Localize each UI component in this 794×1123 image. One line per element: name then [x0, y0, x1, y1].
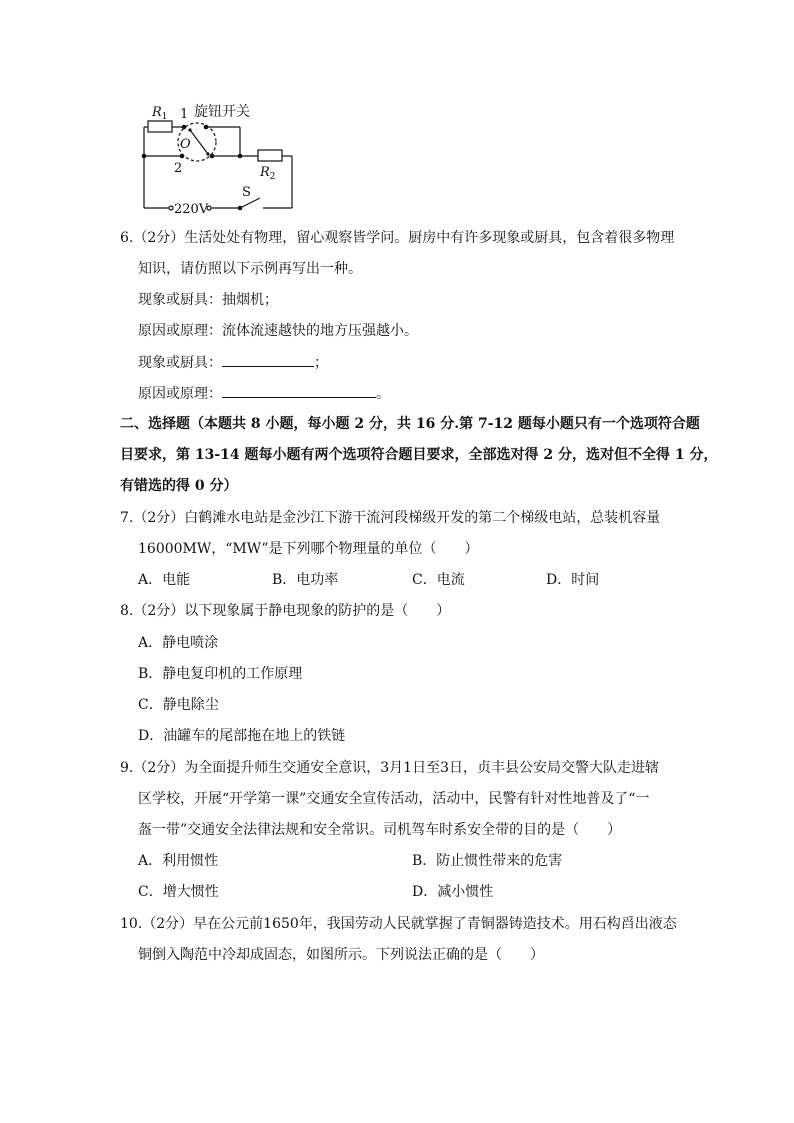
label-r2: $R_2$ — [260, 165, 276, 182]
junction-dot — [238, 154, 243, 159]
label-switch-s: S — [242, 185, 251, 200]
q6-line1: 6.（2分）生活处处有物理，留心观察皆学问。厨房中有许多现象或厨具，包含着很多物理 — [120, 230, 675, 246]
q7-line1: 7.（2分）白鹤滩水电站是金沙江下游干流河段梯级开发的第二个梯级电站，总装机容量 — [120, 510, 661, 526]
label-o: O — [180, 137, 191, 152]
answer-blank-reason[interactable] — [222, 383, 376, 398]
junction-dot — [182, 125, 187, 130]
q8-option-a[interactable]: A．静电喷涂 — [138, 635, 219, 651]
q8-option-c[interactable]: C．静电除尘 — [138, 697, 219, 713]
section2-line3: 有错选的得 0 分） — [120, 478, 238, 494]
q7-option-c[interactable]: C．电流 — [412, 572, 465, 588]
q8-line1: 8.（2分）以下现象属于静电现象的防护的是（ ） — [120, 603, 451, 619]
q7-line2: 16000MW，“MW”是下列哪个物理量的单位（ ） — [138, 541, 479, 557]
q6-blank-reason — [138, 383, 390, 404]
q9-option-a[interactable]: A．利用惯性 — [138, 853, 219, 869]
q6-blank-phenomenon-end: ； — [314, 355, 328, 371]
rotary-arm — [190, 130, 208, 154]
q6-line2: 知识，请仿照以下示例再写出一种。 — [138, 261, 362, 277]
answer-blank-phenomenon[interactable] — [222, 352, 314, 367]
section2-line2: 目要求，第 13-14 题每小题有两个选项符合题目要求，全部选对得 2 分，选对但不全得 1 分， — [120, 447, 718, 463]
q7-option-b[interactable]: B．电功率 — [272, 572, 339, 588]
q10-line1: 10.（2分）早在公元前1650年，我国劳动人民就掌握了青铜器铸造技术。用石构舀出液态 — [120, 916, 677, 932]
junction-dot — [210, 154, 215, 159]
label-r1: $R_1$ — [152, 105, 168, 122]
label-terminal-1: 1 — [180, 107, 189, 122]
q7-option-d[interactable]: D．时间 — [546, 572, 600, 588]
q9-option-d[interactable]: D．减小惯性 — [412, 884, 494, 900]
q9-line3: 盔一带”交通安全法律法规和安全常识。司机驾车时系安全带的目的是（ ） — [138, 822, 622, 838]
label-voltage: 220V — [174, 202, 209, 215]
q8-option-b[interactable]: B．静电复印机的工作原理 — [138, 666, 303, 682]
junction-dot — [188, 128, 191, 131]
junction-dot — [180, 154, 185, 159]
junction-dot — [206, 152, 209, 155]
q8-option-d[interactable]: D．油罐车的尾部拖在地上的铁链 — [138, 728, 346, 744]
junction-dot — [238, 206, 243, 211]
terminal-left — [169, 206, 173, 210]
q9-line1: 9.（2分）为全面提升师生交通安全意识，3月1日至3日，贞丰县公安局交警大队走进辖 — [120, 760, 659, 776]
section2-line1: 二、选择题（本题共 8 小题，每小题 2 分，共 16 分.第 7-12 题每小题只有一个选项符合题 — [120, 416, 700, 432]
q7-option-a[interactable]: A．电能 — [138, 572, 191, 588]
q6-blank-reason-label: 原因或原理： — [138, 386, 222, 402]
q6-example-phenomenon: 现象或厨具：抽烟机； — [138, 292, 278, 308]
q9-option-c[interactable]: C．增大惯性 — [138, 884, 219, 900]
q6-example-reason: 原因或原理：流体流速越快的地方压强越小。 — [138, 323, 418, 339]
junction-dot — [142, 154, 147, 159]
junction-dot — [204, 125, 209, 130]
q9-option-b[interactable]: B．防止惯性带来的危害 — [412, 853, 563, 869]
resistor-r2 — [258, 150, 282, 161]
label-switch: 旋钮开关 — [194, 104, 250, 120]
q10-line2: 铜倒入陶范中冷却成固态，如图所示。下列说法正确的是（ ） — [138, 947, 544, 963]
resistor-r1 — [148, 121, 172, 132]
q6-blank-phenomenon-label: 现象或厨具： — [138, 355, 222, 371]
label-terminal-2: 2 — [174, 161, 183, 176]
q9-line2: 区学校，开展“开学第一课”交通安全宣传活动，活动中，民警有针对性地普及了“一 — [138, 791, 650, 807]
circuit-diagram — [136, 100, 306, 215]
q6-blank-phenomenon — [138, 352, 328, 373]
q6-blank-reason-end: 。 — [376, 386, 390, 402]
